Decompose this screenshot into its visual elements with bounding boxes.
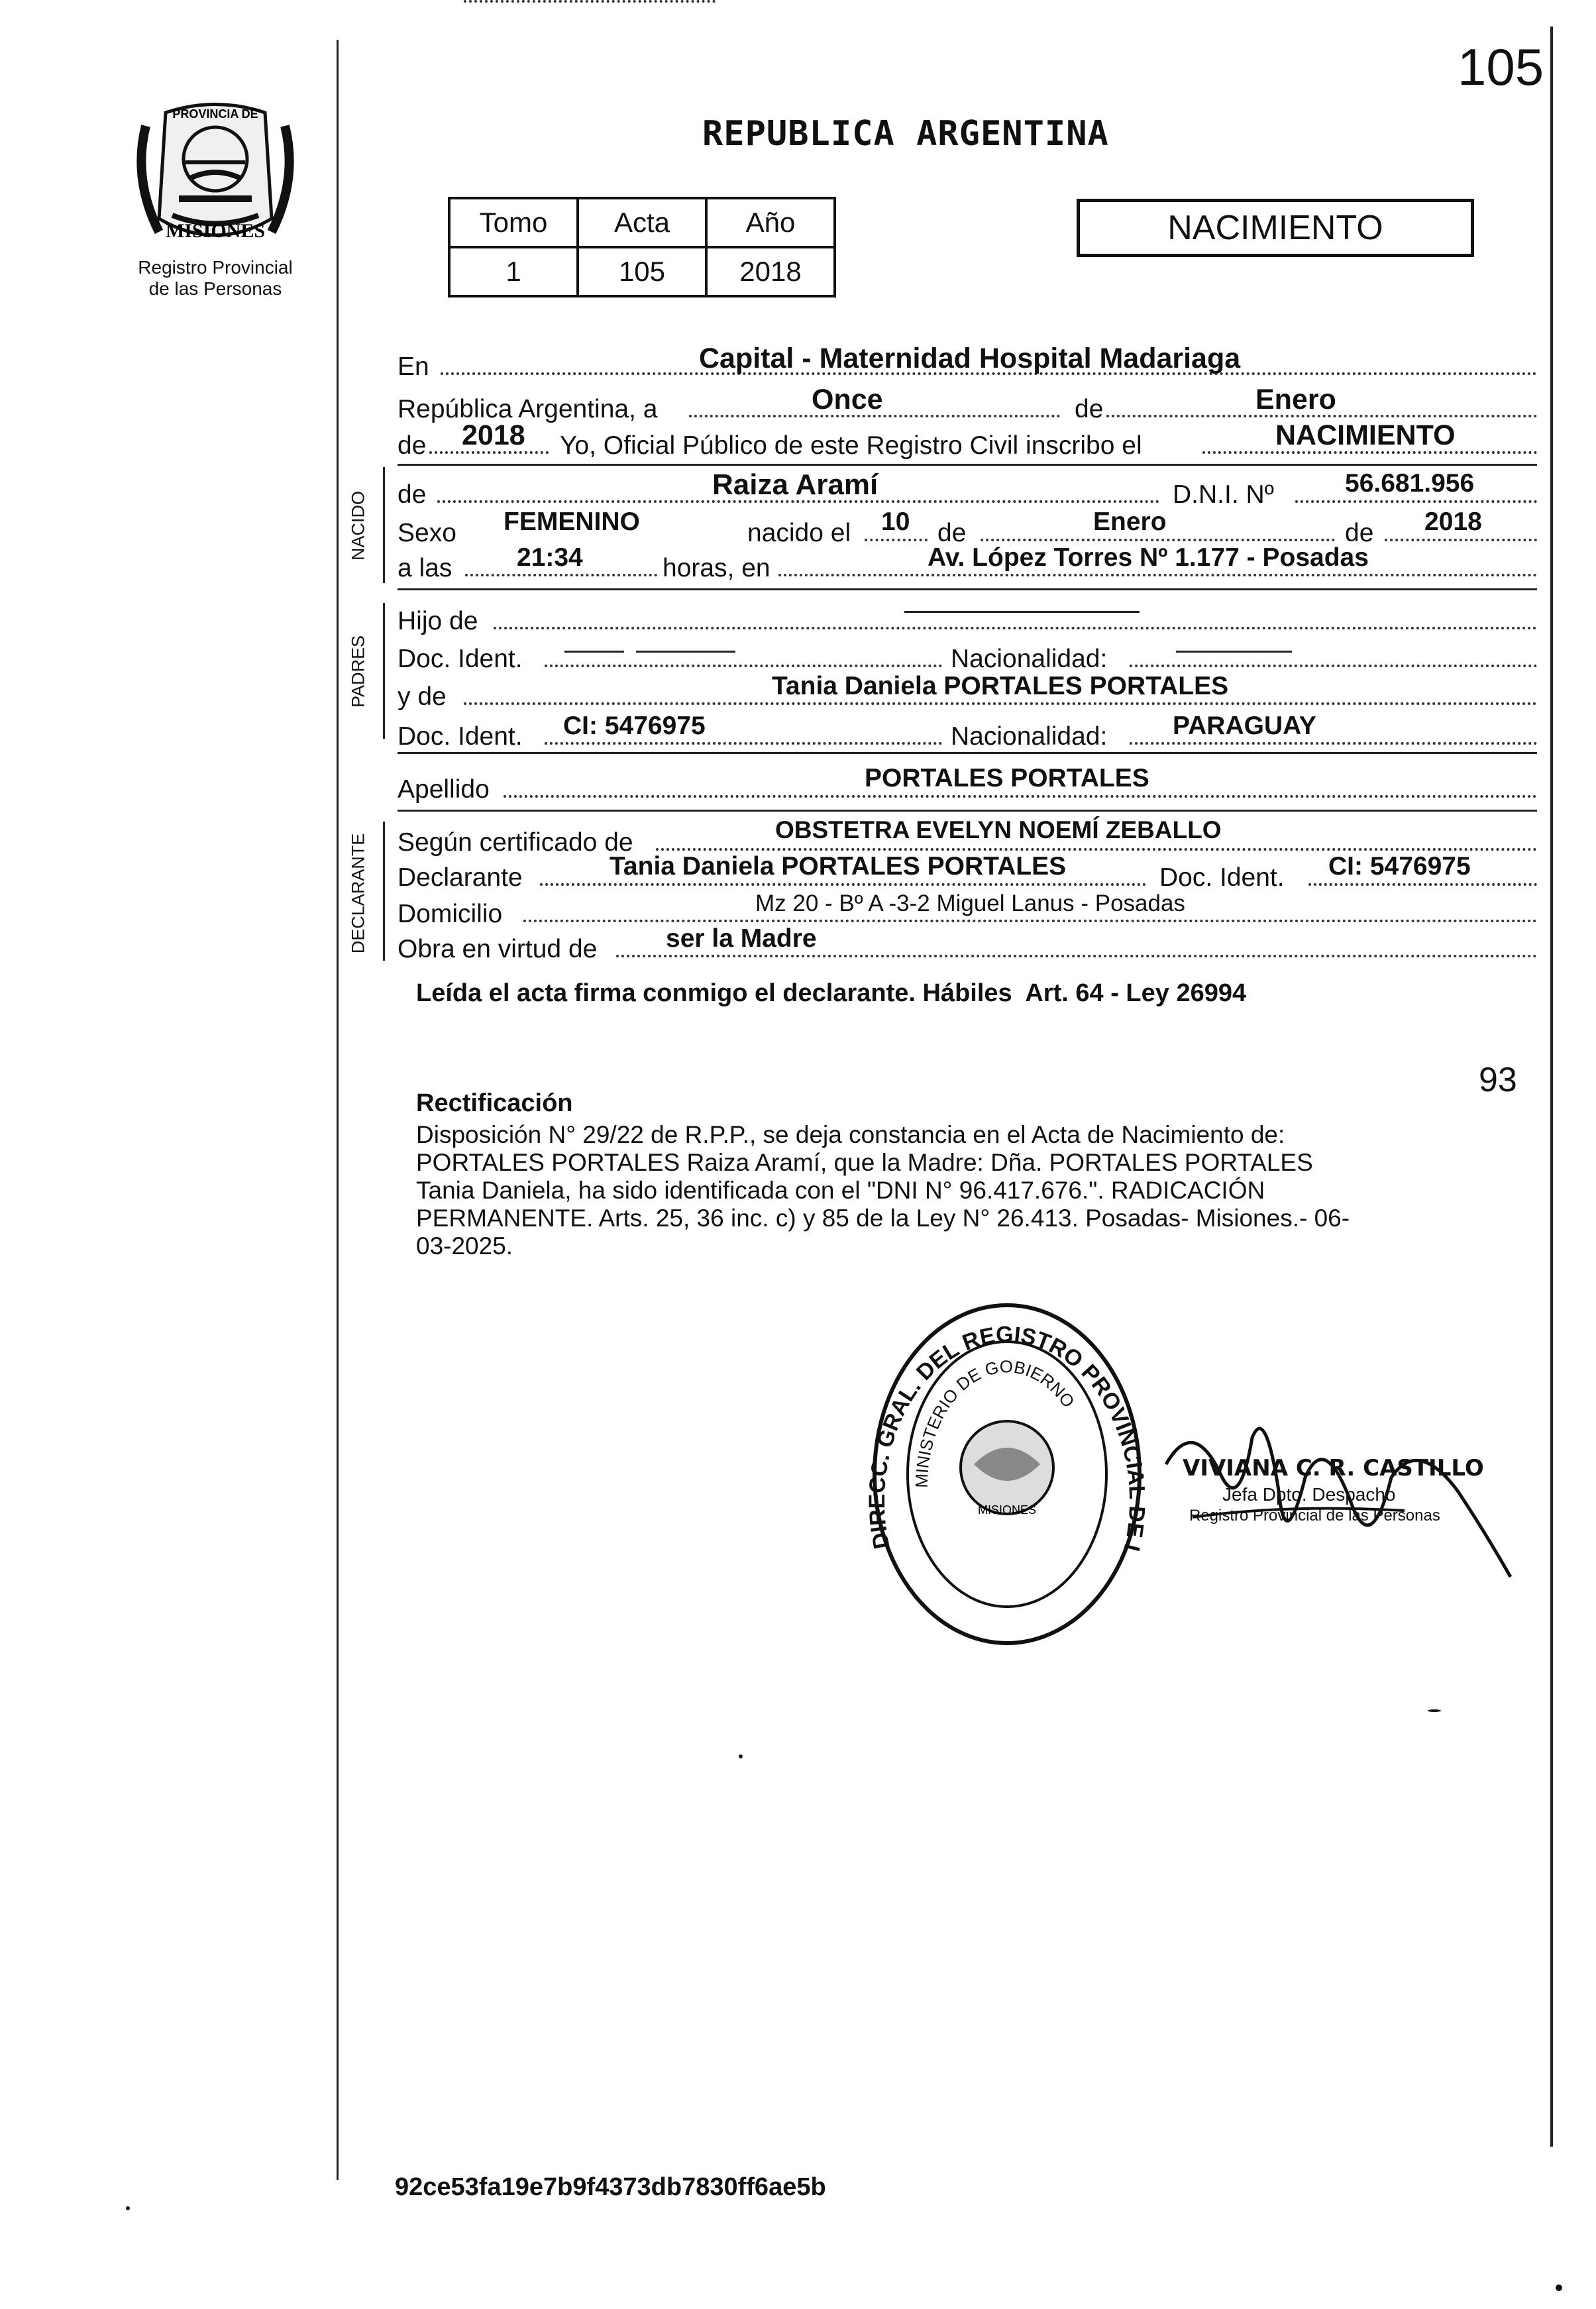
hour-value: 21:34	[517, 543, 583, 572]
sexo-value: FEMENINO	[504, 508, 640, 536]
record-value-tomo: 1	[449, 247, 578, 296]
seal-center-text: MISIONES	[977, 1503, 1037, 1517]
day-words-value: Once	[812, 384, 883, 415]
dotted-line	[540, 883, 1146, 886]
child-name-value: Raiza Aramí	[712, 468, 878, 501]
domicilio-value: Mz 20 - Bº A -3-2 Miguel Lanus - Posadas	[755, 890, 1185, 916]
official-seal	[868, 1299, 1146, 1650]
dotted-line	[494, 627, 1537, 629]
de-label-1: de	[1075, 395, 1104, 423]
separator	[398, 810, 1537, 812]
declarante-label: Declarante	[398, 863, 523, 892]
section-label-nacido: NACIDO	[348, 491, 368, 561]
seal-ring-text: DI C. GRAL. DEL REGISTRO PROVINCI E L	[868, 1322, 1146, 1561]
org-name	[106, 257, 325, 299]
dotted-line	[656, 848, 1537, 851]
de-label-5: de	[1345, 519, 1374, 547]
de-label-4: de	[937, 519, 967, 547]
scan-speck	[1428, 1709, 1441, 1712]
father-doc-blank	[564, 651, 624, 653]
decl-doc-value: CI: 5476975	[1328, 852, 1471, 881]
dotted-line	[778, 574, 1537, 576]
birth-place-value: Av. López Torres Nº 1.177 - Posadas	[928, 543, 1369, 572]
record-header-acta: Acta	[578, 198, 706, 247]
doc-label-1: Doc. Ident.	[398, 645, 523, 673]
rectificacion-title: Rectificación	[416, 1089, 573, 1117]
dotted-line	[1202, 451, 1537, 454]
decl-doc-label: Doc. Ident.	[1159, 863, 1285, 892]
dotted-line	[1308, 883, 1537, 886]
logo-text-bottom: MISIONES	[165, 220, 266, 242]
dni-value: 56.681.956	[1345, 469, 1475, 498]
separator	[398, 588, 1537, 590]
rectificacion-line-4: PERMANENTE. Arts. 25, 36 inc. c) y 85 de la Ley N° 26.413. Posadas- Misiones.- 06-	[416, 1205, 1350, 1232]
mother-name-value: Tania Daniela PORTALES PORTALES	[772, 672, 1229, 700]
record-header-tomo: Tomo	[449, 198, 578, 247]
dotted-line	[981, 539, 1335, 541]
inscribo-text: Yo, Oficial Público de este Registro Civil inscribo el	[560, 431, 1142, 460]
page-number: 105	[1458, 38, 1544, 96]
en-label: En	[398, 352, 429, 381]
nacido-label: nacido el	[747, 519, 851, 547]
org-line-1: Registro Provincial	[138, 257, 293, 278]
declarante-bracket	[383, 822, 385, 961]
republica-label: República Argentina, a	[398, 395, 658, 423]
record-header-anio: Año	[706, 198, 835, 247]
declarante-value: Tania Daniela PORTALES PORTALES	[610, 852, 1067, 881]
dotted-line	[523, 920, 1537, 922]
record-type-box: NACIMIENTO	[1077, 199, 1474, 257]
left-margin-line	[337, 40, 339, 2180]
record-value-anio: 2018	[706, 247, 835, 296]
birth-year-value: 2018	[1424, 508, 1482, 536]
domicilio-label: Domicilio	[398, 900, 503, 928]
seal-inner-text: MINISTERIO DE GOBIERNO	[911, 1356, 1079, 1488]
scan-speck	[1556, 2284, 1562, 2291]
dotted-line	[504, 795, 1537, 798]
signature-block	[1183, 1454, 1484, 1526]
dotted-line	[1295, 500, 1537, 503]
inscribo-value: NACIMIENTO	[1275, 419, 1456, 451]
right-margin-line	[1550, 27, 1553, 2147]
mother-doc-value: CI: 5476975	[563, 712, 706, 740]
obra-label: Obra en virtud de	[398, 935, 598, 963]
document-hash: 92ce53fa19e7b9f4373db7830ff6ae5b	[395, 2173, 826, 2201]
mother-nat-value: PARAGUAY	[1173, 712, 1316, 740]
section-label-padres: PADRES	[348, 635, 368, 708]
sexo-label: Sexo	[398, 519, 456, 547]
apellido-value: PORTALES PORTALES	[865, 764, 1149, 792]
dotted-line	[545, 742, 942, 745]
province-crest-icon	[126, 99, 305, 252]
rectificacion-line-2: PORTALES PORTALES Raiza Aramí, que la Madre: Dña. PORTALES PORTALES	[416, 1149, 1313, 1176]
record-table	[448, 197, 836, 297]
de-label-2: de	[398, 431, 427, 460]
rectificacion-line-1: Disposición N° 29/22 de R.P.P., se deja constancia en el Acta de Nacimiento de:	[416, 1121, 1285, 1148]
rectificacion-number: 93	[1479, 1061, 1517, 1099]
de-label-3: de	[398, 480, 427, 509]
separator	[398, 752, 1537, 754]
dotted-line	[464, 702, 1537, 705]
nac-label-1: Nacionalidad:	[951, 645, 1108, 673]
birth-day-value: 10	[881, 508, 910, 536]
dotted-line	[465, 574, 657, 576]
segun-label: Según certificado de	[398, 828, 633, 857]
certificado-value: OBSTETRA EVELYN NOEMÍ ZEBALLO	[775, 816, 1222, 843]
rectificacion-line-3: Tania Daniela, ha sido identificada con el "DNI N° 96.417.676.". RADICACIÓN	[416, 1177, 1265, 1204]
signatory-org: Registro Provincial de las Personas	[1189, 1506, 1440, 1525]
scan-speck	[739, 1754, 743, 1758]
doc-label-2: Doc. Ident.	[398, 722, 523, 751]
leida-statement: Leída el acta firma conmigo el declarante. Hábiles Art. 64 - Ley 26994	[416, 979, 1247, 1007]
y-de-label: y de	[398, 682, 447, 711]
nac-label-2: Nacionalidad:	[951, 722, 1108, 751]
a-las-label: a las	[398, 554, 452, 582]
rectificacion-line-5: 03-2025.	[416, 1232, 513, 1260]
logo-text-top: PROVINCIA DE	[172, 107, 258, 121]
dotted-line	[616, 955, 1537, 957]
obra-value: ser la Madre	[666, 924, 817, 953]
dotted-line	[1130, 665, 1537, 667]
section-label-declarante: DECLARANTE	[348, 833, 368, 954]
hijo-label: Hijo de	[398, 607, 478, 635]
father-doc-blank	[636, 651, 735, 653]
dni-label: D.N.I. Nº	[1173, 480, 1274, 509]
birth-month-value: Enero	[1093, 508, 1167, 536]
scan-speck	[126, 2206, 130, 2210]
horas-label: horas, en	[663, 554, 771, 582]
apellido-label: Apellido	[398, 775, 490, 804]
dotted-line	[1130, 742, 1537, 745]
nacido-bracket	[383, 467, 385, 583]
year-value: 2018	[462, 419, 525, 451]
document-title: REPUBLICA ARGENTINA	[702, 114, 1109, 154]
father-nat-blank	[1176, 651, 1292, 653]
place-value: Capital - Maternidad Hospital Madariaga	[699, 343, 1241, 374]
dotted-line	[865, 539, 928, 541]
rectificacion-text	[416, 1121, 1536, 1260]
record-value-acta: 105	[578, 247, 706, 296]
father-blank-line	[904, 611, 1140, 613]
org-line-2: de las Personas	[148, 278, 282, 299]
dotted-line	[464, 0, 716, 3]
dotted-line	[429, 451, 549, 454]
signatory-name: VIVIANA C. R. CASTILLO	[1183, 1455, 1484, 1481]
month-value: Enero	[1255, 384, 1336, 415]
dotted-line	[545, 665, 942, 667]
padres-bracket	[383, 603, 385, 739]
signatory-title: Jefa Dpto. Despacho	[1222, 1483, 1396, 1505]
dotted-line	[1385, 539, 1537, 541]
separator	[398, 464, 1537, 466]
